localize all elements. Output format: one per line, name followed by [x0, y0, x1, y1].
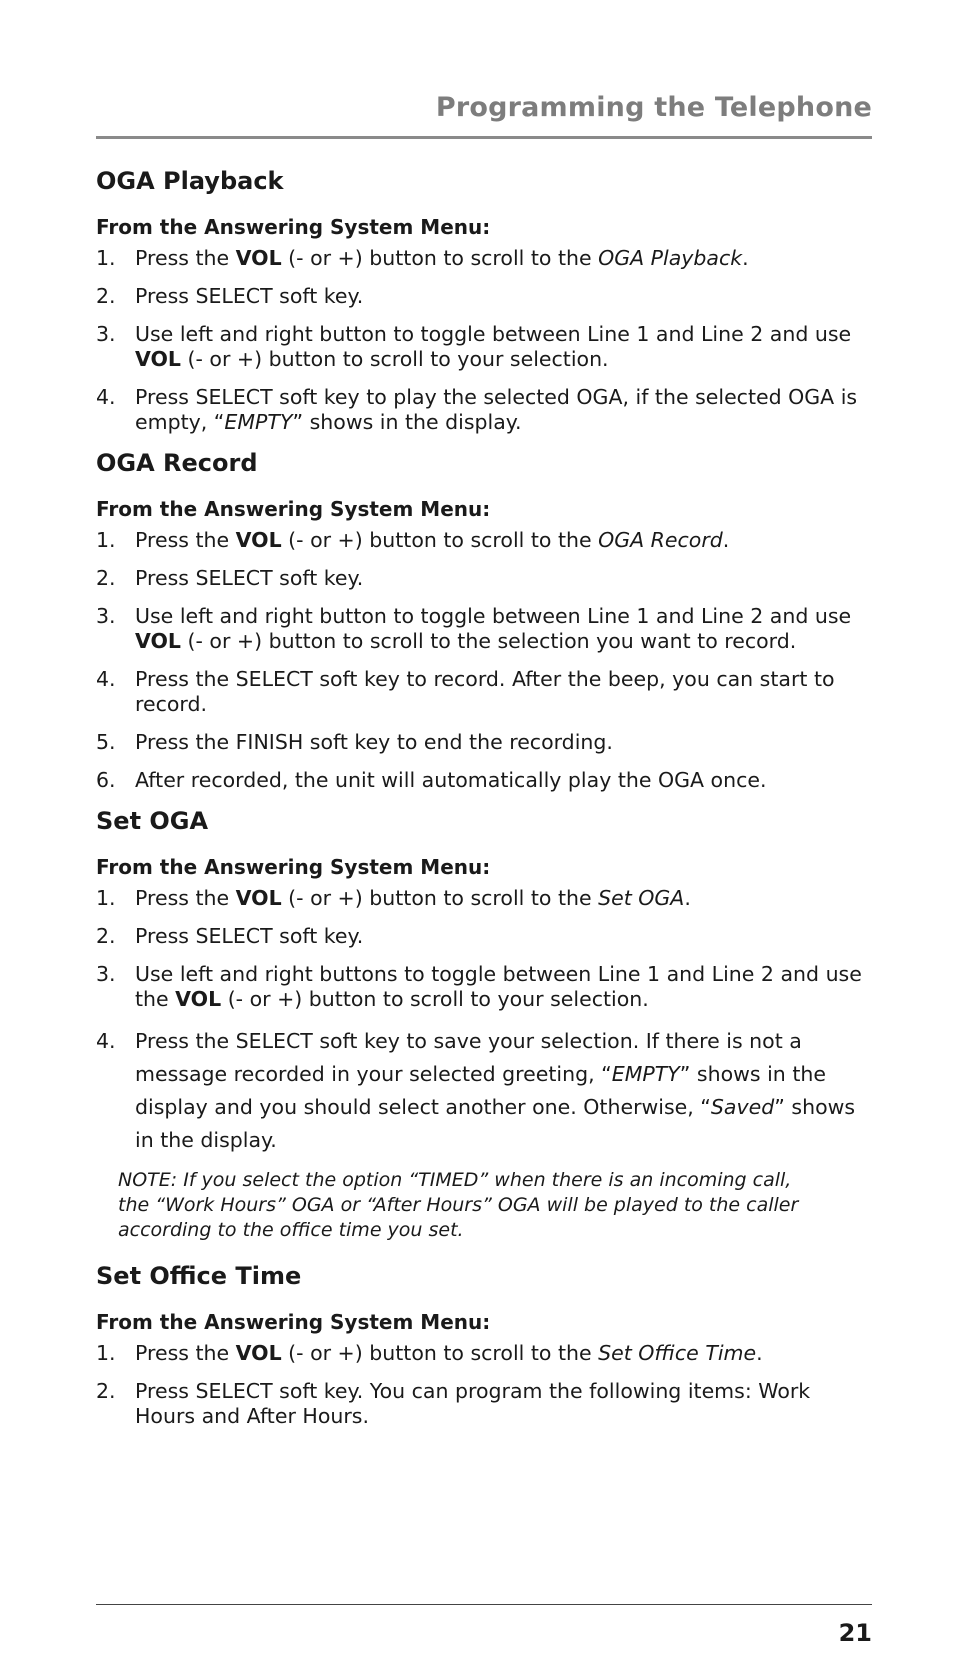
- step-number: 4.: [96, 667, 116, 691]
- step-text: .: [742, 246, 749, 270]
- step-text: Press SELECT soft key to play the selected OGA, if the selected OGA is empty, “: [135, 385, 858, 434]
- step-number: 4.: [96, 385, 116, 409]
- step-text: Press the: [135, 246, 236, 270]
- step-number: 2.: [96, 1379, 116, 1403]
- step-item: [96, 1025, 876, 1157]
- step-item: [96, 1341, 876, 1366]
- step-text: (- or +) button to scroll to the: [281, 1341, 599, 1365]
- step-number: 3.: [96, 322, 116, 346]
- step-text: Press the: [135, 528, 236, 552]
- vol-keyword: VOL: [235, 1341, 282, 1365]
- section-set-oga: [96, 806, 876, 1243]
- step-item: [96, 246, 876, 271]
- footer-divider: [96, 1604, 872, 1605]
- step-number: 4.: [96, 1029, 116, 1053]
- menu-label: From the Answering System Menu:: [96, 215, 491, 239]
- section-title: OGA Record: [96, 449, 258, 477]
- step-text: Press SELECT soft key.: [135, 924, 364, 948]
- step-text: (- or +) button to scroll to your selection.: [221, 987, 649, 1011]
- menu-option-name: Set Office Time: [598, 1341, 757, 1365]
- step-text: Press SELECT soft key. You can program the following items: Work Hours and After Hours.: [135, 1379, 811, 1428]
- step-number: 5.: [96, 730, 116, 754]
- step-text: Use left and right buttons to toggle between Line 1 and Line 2 and use the: [135, 962, 862, 1011]
- menu-label: From the Answering System Menu:: [96, 1310, 491, 1334]
- menu-option-name: OGA Record: [598, 528, 723, 552]
- step-number: 1.: [96, 246, 116, 270]
- step-list: [96, 1341, 876, 1429]
- step-text: Press the FINISH soft key to end the recording.: [135, 730, 613, 754]
- step-number: 2.: [96, 566, 116, 590]
- step-text: Press SELECT soft key.: [135, 284, 364, 308]
- vol-keyword: VOL: [235, 528, 282, 552]
- step-text: After recorded, the unit will automatically play the OGA once.: [135, 768, 767, 792]
- step-number: 1.: [96, 886, 116, 910]
- vol-keyword: VOL: [135, 347, 181, 371]
- step-item: [96, 528, 876, 553]
- step-text: Use left and right button to toggle between Line 1 and Line 2 and use: [135, 604, 852, 628]
- step-list: [96, 528, 876, 793]
- step-number: 6.: [96, 768, 116, 792]
- vol-keyword: VOL: [235, 246, 282, 270]
- step-item: [96, 385, 876, 435]
- menu-option-name: OGA Playback: [598, 246, 743, 270]
- section-set-office-time: [96, 1261, 876, 1429]
- step-text: ” shows in the display and you should select another one. Otherwise, “: [135, 1062, 826, 1119]
- step-item: [96, 322, 876, 372]
- step-item: [96, 1379, 876, 1429]
- step-text: .: [684, 886, 691, 910]
- step-number: 2.: [96, 284, 116, 308]
- step-text: .: [756, 1341, 763, 1365]
- step-item: [96, 924, 876, 949]
- step-number: 3.: [96, 962, 116, 986]
- display-message: Saved: [710, 1095, 775, 1119]
- step-text: (- or +) button to scroll to the selection you want to record.: [181, 629, 797, 653]
- step-item: [96, 962, 876, 1012]
- step-number: 1.: [96, 528, 116, 552]
- step-text: ” shows in the display.: [292, 410, 522, 434]
- step-number: 1.: [96, 1341, 116, 1365]
- step-item: [96, 730, 876, 755]
- menu-option-name: Set OGA: [598, 886, 685, 910]
- display-message: EMPTY: [224, 410, 293, 434]
- section-oga-record: [96, 448, 876, 793]
- vol-keyword: VOL: [135, 629, 181, 653]
- display-message: EMPTY: [611, 1062, 680, 1086]
- step-text: .: [722, 528, 730, 552]
- header-divider: [96, 136, 872, 139]
- vol-keyword: VOL: [235, 886, 282, 910]
- page-number: 21: [838, 1619, 872, 1647]
- step-text: (- or +) button to scroll to the: [281, 528, 599, 552]
- step-list: [96, 886, 876, 1157]
- step-item: [96, 886, 876, 911]
- step-item: [96, 768, 876, 793]
- step-text: Press the: [135, 886, 236, 910]
- step-text: ” shows in the display.: [135, 1095, 856, 1152]
- step-list: [96, 246, 876, 435]
- step-text: Press SELECT soft key.: [135, 566, 364, 590]
- menu-label: From the Answering System Menu:: [96, 497, 491, 521]
- step-text: Use left and right button to toggle between Line 1 and Line 2 and use: [135, 322, 852, 346]
- section-title: Set OGA: [96, 807, 209, 835]
- step-text: Press the SELECT soft key to record. After the beep, you can start to record.: [135, 667, 835, 716]
- step-text: (- or +) button to scroll to the: [281, 246, 599, 270]
- page-header-title: Programming the Telephone: [435, 92, 872, 123]
- step-number: 2.: [96, 924, 116, 948]
- step-text: (- or +) button to scroll to your selection.: [181, 347, 609, 371]
- step-item: [96, 667, 876, 717]
- step-text: Press the SELECT soft key to save your selection. If there is not a message recorded in your selected greeting, “: [135, 1029, 802, 1086]
- page-content: [96, 166, 876, 1442]
- vol-keyword: VOL: [175, 987, 222, 1011]
- section-oga-playback: [96, 166, 876, 435]
- note-text: NOTE: If you select the option “TIMED” when there is an incoming call, the “Work Hours” OGA or “After Hours” OGA will be played to the caller according to the office time you set.: [118, 1169, 799, 1241]
- section-title: OGA Playback: [96, 167, 284, 195]
- step-text: (- or +) button to scroll to the: [281, 886, 599, 910]
- step-text: Press the: [135, 1341, 236, 1365]
- step-item: [96, 604, 876, 654]
- section-title: Set Office Time: [96, 1262, 302, 1290]
- step-item: [96, 284, 876, 309]
- step-number: 3.: [96, 604, 116, 628]
- step-item: [96, 566, 876, 591]
- menu-label: From the Answering System Menu:: [96, 855, 491, 879]
